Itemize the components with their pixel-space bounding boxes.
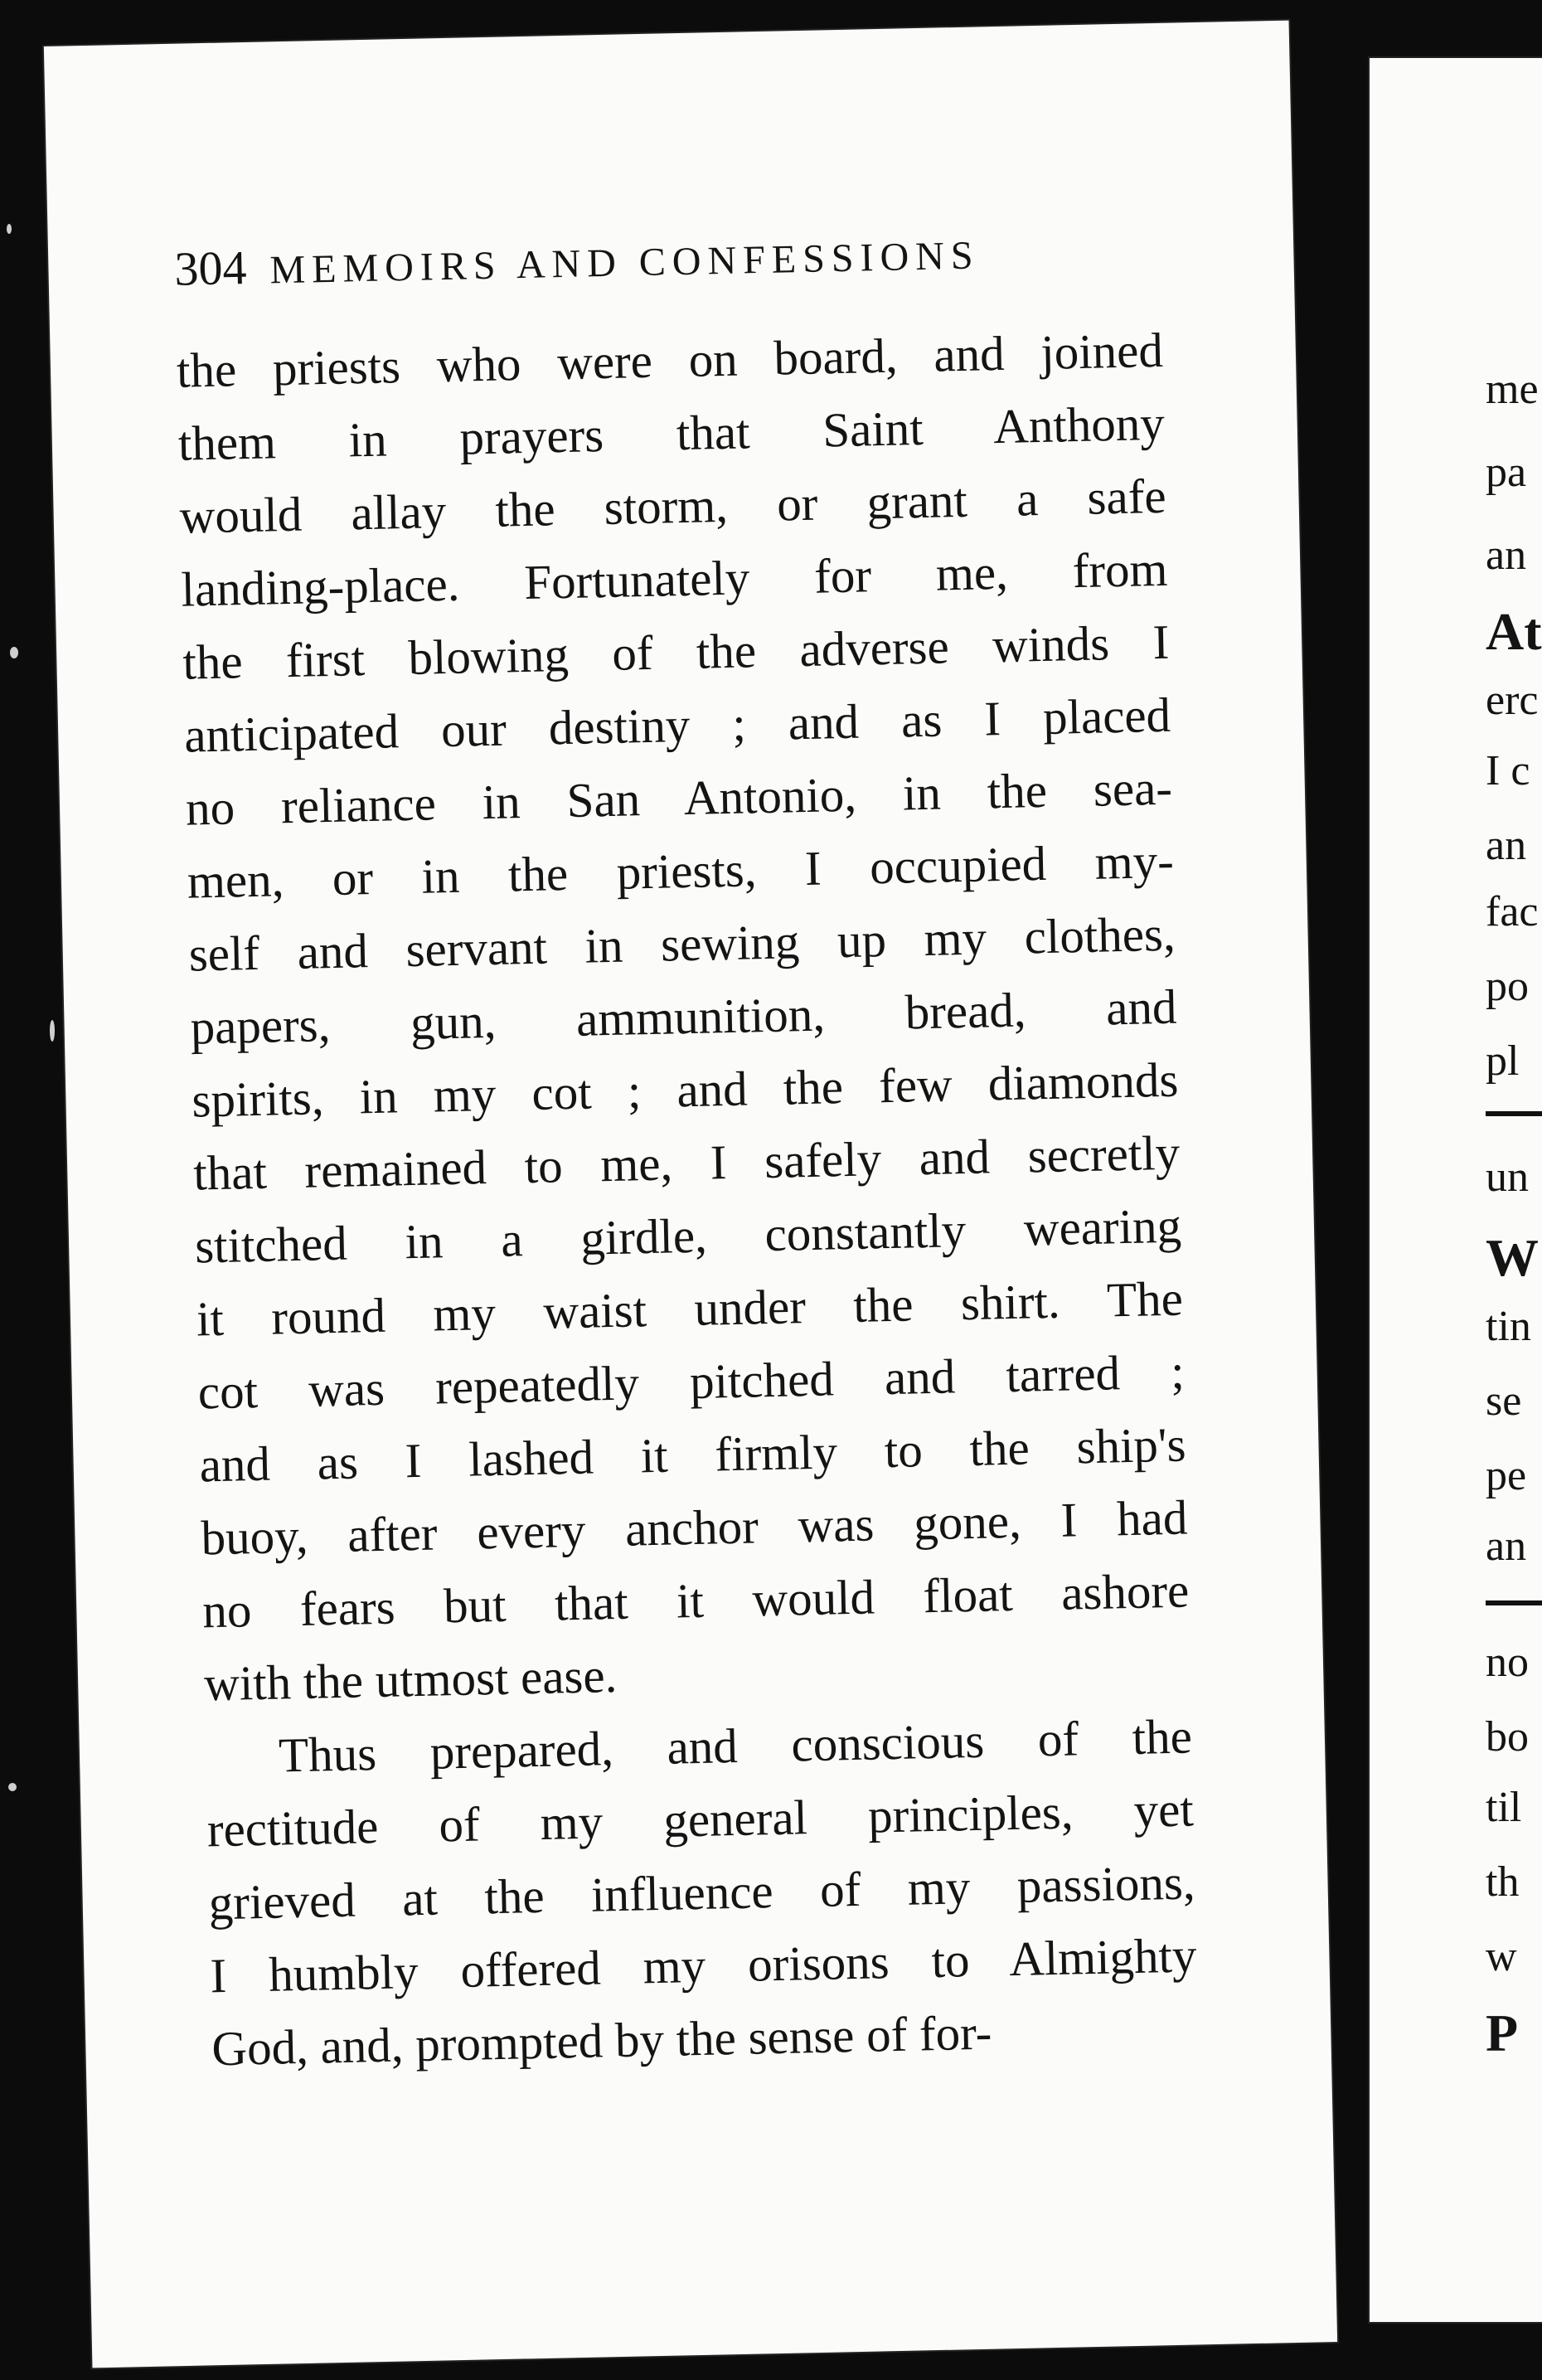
text-line: landing-place. Fortunately for me, from: [180, 541, 1169, 617]
text-line: cot was repeatedly pitched and tarred ;: [197, 1343, 1186, 1420]
text-line: stitched in a girdle, constantly wearing: [194, 1197, 1182, 1274]
fragment-line: no: [1486, 1639, 1529, 1686]
text-line: no fears but that it would float ashore: [201, 1562, 1190, 1639]
fragment-line: un: [1486, 1154, 1529, 1201]
margin-speck: [7, 224, 12, 234]
text-line: no reliance in San Antonio, in the sea-: [185, 760, 1173, 836]
text-line: with the utmost ease.: [203, 1647, 618, 1712]
fragment-line: erc: [1486, 677, 1539, 724]
fragment-line: pa: [1486, 449, 1527, 496]
text-line: self and servant in sewing up my clothes,: [188, 906, 1176, 982]
fragment-line: po: [1486, 963, 1529, 1010]
text-line: would allay the storm, or grant a safe: [179, 468, 1167, 544]
margin-speck: [10, 647, 18, 658]
page-number: 304: [173, 240, 248, 296]
text-line: papers, gun, ammunition, bread, and: [189, 979, 1178, 1055]
text-line: and as I lashed it firmly to the ship's: [199, 1416, 1187, 1493]
body-text: [176, 313, 1199, 2085]
text-line: I humbly offered my orisons to Almighty: [209, 1927, 1198, 2004]
fragment-line: pe: [1486, 1452, 1527, 1499]
right-page: [1370, 58, 1542, 2322]
text-line: spirits, in my cot ; and the few diamonds: [191, 1052, 1179, 1128]
text-line: rectitude of my general principles, yet: [206, 1781, 1195, 1858]
fragment-line: bo: [1486, 1713, 1529, 1761]
fragment-line: an: [1486, 822, 1527, 869]
section-rule: [1486, 1600, 1542, 1605]
fragment-line: W: [1486, 1228, 1539, 1277]
text-line: the priests who were on board, and joined: [176, 322, 1164, 398]
text-line: God, and, prompted by the sense of for-: [211, 2004, 992, 2076]
fragment-line: pl: [1486, 1037, 1520, 1085]
text-line: anticipated our destiny ; and as I placed: [183, 687, 1171, 763]
fragment-line: I c: [1486, 747, 1530, 794]
fragment-line: an: [1486, 1523, 1527, 1570]
text-line: men, or in the priests, I occupied my-: [187, 833, 1175, 909]
text-line: that remained to me, I safely and secretly: [192, 1124, 1181, 1201]
running-head-title: MEMOIRS AND CONFESSIONS: [269, 233, 981, 293]
fragment-line: an: [1486, 532, 1527, 579]
section-rule: [1486, 1111, 1542, 1116]
text-line: buoy, after every anchor was gone, I had: [200, 1489, 1188, 1566]
fragment-line: fac: [1486, 888, 1539, 935]
margin-speck: [50, 1020, 55, 1042]
text-line: Thus prepared, and conscious of the: [278, 1708, 1193, 1783]
fragment-line: w: [1486, 1933, 1517, 1980]
text-line: them in prayers that Saint Anthony: [177, 395, 1166, 471]
fragment-line: tin: [1486, 1303, 1531, 1350]
left-page: [44, 21, 1337, 2368]
fragment-line: me: [1486, 366, 1539, 413]
running-head: [174, 224, 980, 296]
text-line: it round my waist under the shirt. The: [196, 1270, 1184, 1347]
fragment-line: th: [1486, 1858, 1520, 1906]
text-line: the first blowing of the adverse winds I: [182, 614, 1170, 690]
fragment-line: At: [1486, 602, 1542, 651]
margin-speck: [8, 1783, 17, 1791]
fragment-line: se: [1486, 1377, 1522, 1425]
fragment-line: P: [1486, 2004, 1519, 2052]
text-line: grieved at the influence of my passions,: [208, 1854, 1196, 1931]
fragment-line: til: [1486, 1784, 1522, 1831]
